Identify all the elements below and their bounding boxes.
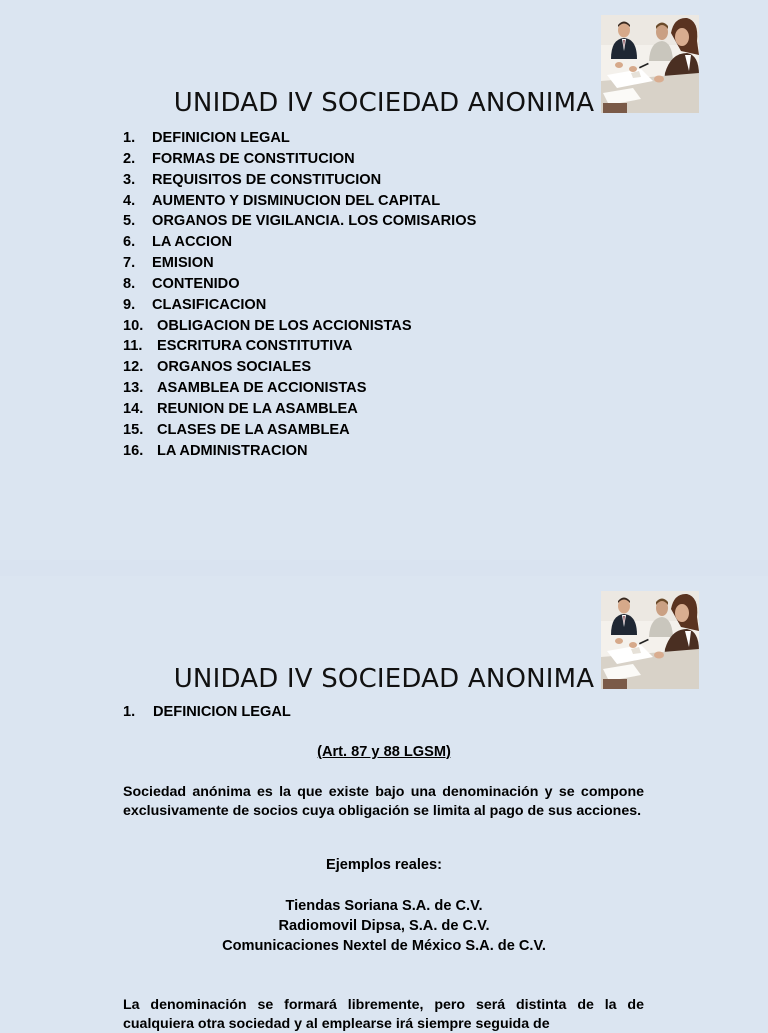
slide-title: UNIDAD IV SOCIEDAD ANONIMA <box>173 88 595 119</box>
toc-item: 9. CLASIFICACION <box>123 296 267 313</box>
toc-item: 14. REUNION DE LA ASAMBLEA <box>123 400 358 417</box>
list-item: Tiendas Soriana S.A. de C.V. <box>285 898 483 914</box>
toc-item: 3. REQUISITOS DE CONSTITUCION <box>123 171 382 188</box>
toc-item: 6. LA ACCION <box>123 234 232 251</box>
slide-divider <box>0 560 768 576</box>
toc-item: 5. ORGANOS DE VIGILANCIA. LOS COMISARIOS <box>123 213 477 230</box>
table-of-contents <box>123 128 476 462</box>
toc-item: 13. ASAMBLEA DE ACCIONISTAS <box>123 380 367 397</box>
toc-item: 8. CONTENIDO <box>123 275 240 292</box>
list-item: Comunicaciones Nextel de México S.A. de C.V. <box>222 938 546 954</box>
legal-reference: (Art. 87 y 88 LGSM) <box>317 744 451 760</box>
toc-item: 2. FORMAS DE CONSTITUCION <box>123 150 355 167</box>
closing-paragraph: La denominación se formará libremente, pero será distinta de la de cualquiera otra sociedad y al emplearse irá siempre seguida de <box>123 997 644 1032</box>
definition-paragraph: Sociedad anónima es la que existe bajo una denominación y se compone exclusivamente de socios cuya obligación se limita al pago de sus acciones. <box>123 784 644 819</box>
toc-item: 11. ESCRITURA CONSTITUTIVA <box>123 338 353 355</box>
slide-title: UNIDAD IV SOCIEDAD ANONIMA <box>173 664 595 695</box>
toc-item: 15. CLASES DE LA ASAMBLEA <box>123 421 350 438</box>
slide-definicion-legal <box>0 576 768 1032</box>
toc-item: 16. LA ADMINISTRACION <box>123 442 308 459</box>
toc-item: 12. ORGANOS SOCIALES <box>123 359 312 376</box>
toc-item: 1. DEFINICION LEGAL <box>123 130 290 146</box>
toc-item: 7. EMISION <box>123 255 214 272</box>
toc-item: 4. AUMENTO Y DISMINUCION DEL CAPITAL <box>123 192 441 209</box>
list-item: Radiomovil Dipsa, S.A. de C.V. <box>278 918 490 934</box>
section-heading: 1. DEFINICION LEGAL <box>123 704 291 720</box>
toc-item: 10. OBLIGACION DE LOS ACCIONISTAS <box>123 317 412 334</box>
examples-heading: Ejemplos reales: <box>326 857 442 873</box>
examples-list <box>0 896 768 956</box>
